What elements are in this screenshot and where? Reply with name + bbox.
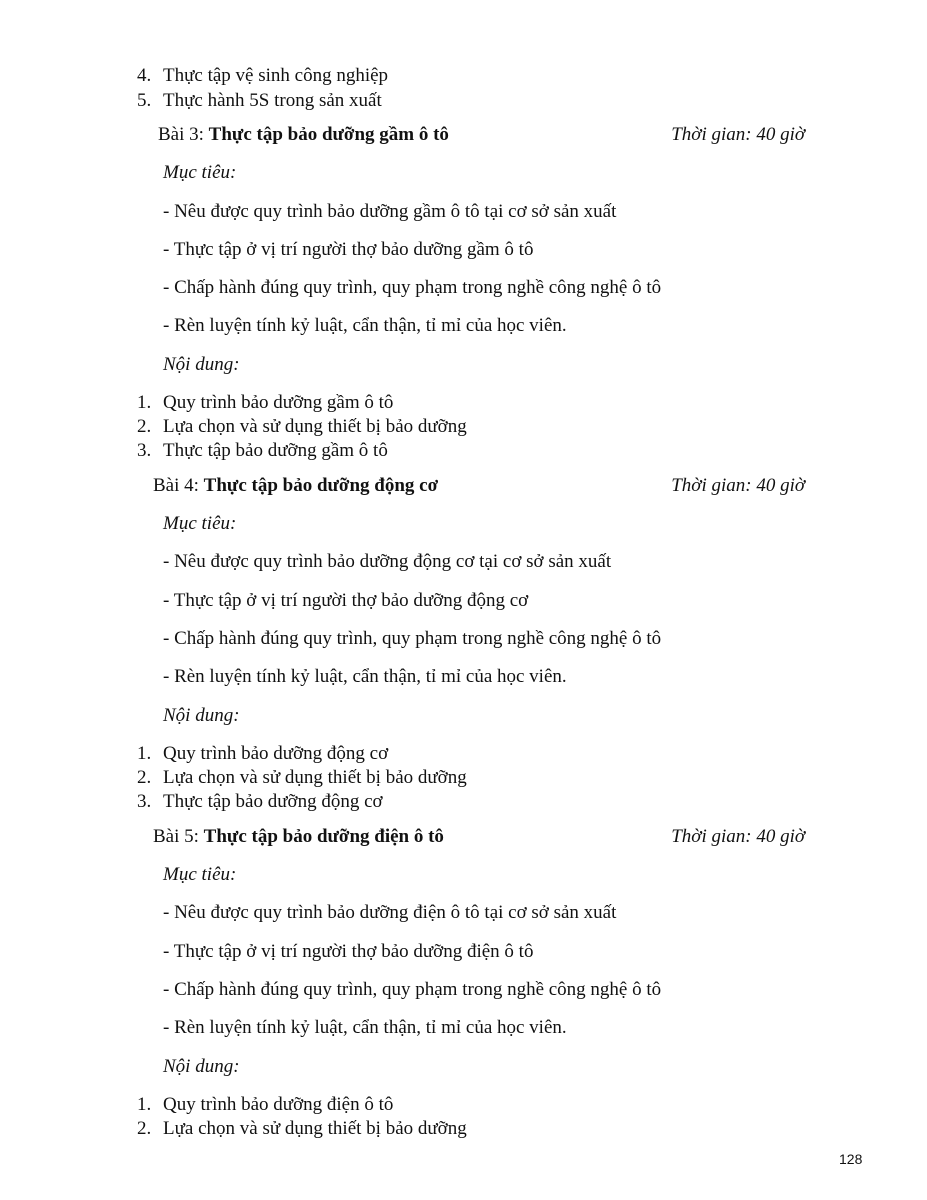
lesson-heading	[158, 124, 449, 146]
objective-item: - Nêu được quy trình bảo dưỡng gầm ô tô tại cơ sở sản xuất	[163, 201, 617, 222]
list-item	[137, 767, 467, 789]
lesson-label: Bài 5:	[153, 826, 199, 847]
list-number: 1.	[137, 1094, 152, 1115]
objectives-label: Mục tiêu:	[163, 864, 237, 885]
list-number: 2.	[137, 767, 152, 788]
list-item	[137, 1094, 393, 1116]
list-number: 5.	[137, 90, 152, 111]
list-text: Thực hành 5S trong sản xuất	[163, 90, 382, 111]
objective-item: - Thực tập ở vị trí người thợ bảo dưỡng điện ô tô	[163, 941, 534, 962]
list-text: Lựa chọn và sử dụng thiết bị bảo dưỡng	[163, 1118, 467, 1139]
list-item	[137, 1118, 467, 1140]
list-item	[137, 90, 382, 112]
list-number: 1.	[137, 743, 152, 764]
objective-item: - Nêu được quy trình bảo dưỡng điện ô tô tại cơ sở sản xuất	[163, 902, 617, 923]
lesson-title: Thực tập bảo dưỡng điện ô tô	[203, 826, 444, 847]
lesson-time: Thời gian: 40 giờ	[671, 475, 805, 496]
lesson-time: Thời gian: 40 giờ	[671, 124, 805, 145]
list-text: Quy trình bảo dưỡng gầm ô tô	[163, 392, 394, 413]
objective-item: - Nêu được quy trình bảo dưỡng động cơ tại cơ sở sản xuất	[163, 551, 612, 572]
content-label: Nội dung:	[163, 1056, 240, 1077]
list-item	[137, 392, 393, 414]
content-label: Nội dung:	[163, 354, 240, 375]
list-text: Thực tập bảo dưỡng động cơ	[163, 791, 383, 812]
objective-item: - Thực tập ở vị trí người thợ bảo dưỡng gầm ô tô	[163, 239, 534, 260]
list-text: Quy trình bảo dưỡng điện ô tô	[163, 1094, 394, 1115]
list-text: Thực tập vệ sinh công nghiệp	[163, 65, 389, 86]
page-number: 128	[839, 1151, 863, 1167]
lesson-heading	[153, 826, 444, 848]
objective-item: - Rèn luyện tính kỷ luật, cẩn thận, tỉ mỉ của học viên.	[163, 666, 567, 687]
list-item	[137, 440, 388, 462]
content-label: Nội dung:	[163, 705, 240, 726]
objectives-label: Mục tiêu:	[163, 513, 237, 534]
list-text: Lựa chọn và sử dụng thiết bị bảo dưỡng	[163, 767, 467, 788]
objective-item: - Chấp hành đúng quy trình, quy phạm trong nghề công nghệ ô tô	[163, 628, 662, 649]
list-number: 3.	[137, 791, 152, 812]
lesson-title: Thực tập bảo dưỡng gầm ô tô	[208, 124, 449, 145]
list-text: Thực tập bảo dưỡng gầm ô tô	[163, 440, 388, 461]
list-number: 2.	[137, 1118, 152, 1139]
objectives-label: Mục tiêu:	[163, 162, 237, 183]
list-text: Quy trình bảo dưỡng động cơ	[163, 743, 389, 764]
list-item	[137, 791, 383, 813]
list-item	[137, 65, 388, 87]
list-item	[137, 416, 467, 438]
objective-item: - Rèn luyện tính kỷ luật, cẩn thận, tỉ mỉ của học viên.	[163, 1017, 567, 1038]
lesson-label: Bài 3:	[158, 124, 204, 145]
list-item	[137, 743, 388, 765]
objective-item: - Thực tập ở vị trí người thợ bảo dưỡng động cơ	[163, 590, 529, 611]
objective-item: - Chấp hành đúng quy trình, quy phạm trong nghề công nghệ ô tô	[163, 979, 662, 1000]
lesson-time: Thời gian: 40 giờ	[671, 826, 805, 847]
lesson-heading	[153, 475, 438, 497]
list-number: 2.	[137, 416, 152, 437]
lesson-title: Thực tập bảo dưỡng động cơ	[203, 475, 439, 496]
list-number: 4.	[137, 65, 152, 86]
lesson-label: Bài 4:	[153, 475, 199, 496]
objective-item: - Chấp hành đúng quy trình, quy phạm trong nghề công nghệ ô tô	[163, 277, 662, 298]
list-number: 3.	[137, 440, 152, 461]
objective-item: - Rèn luyện tính kỷ luật, cẩn thận, tỉ mỉ của học viên.	[163, 315, 567, 336]
list-text: Lựa chọn và sử dụng thiết bị bảo dưỡng	[163, 416, 467, 437]
list-number: 1.	[137, 392, 152, 413]
